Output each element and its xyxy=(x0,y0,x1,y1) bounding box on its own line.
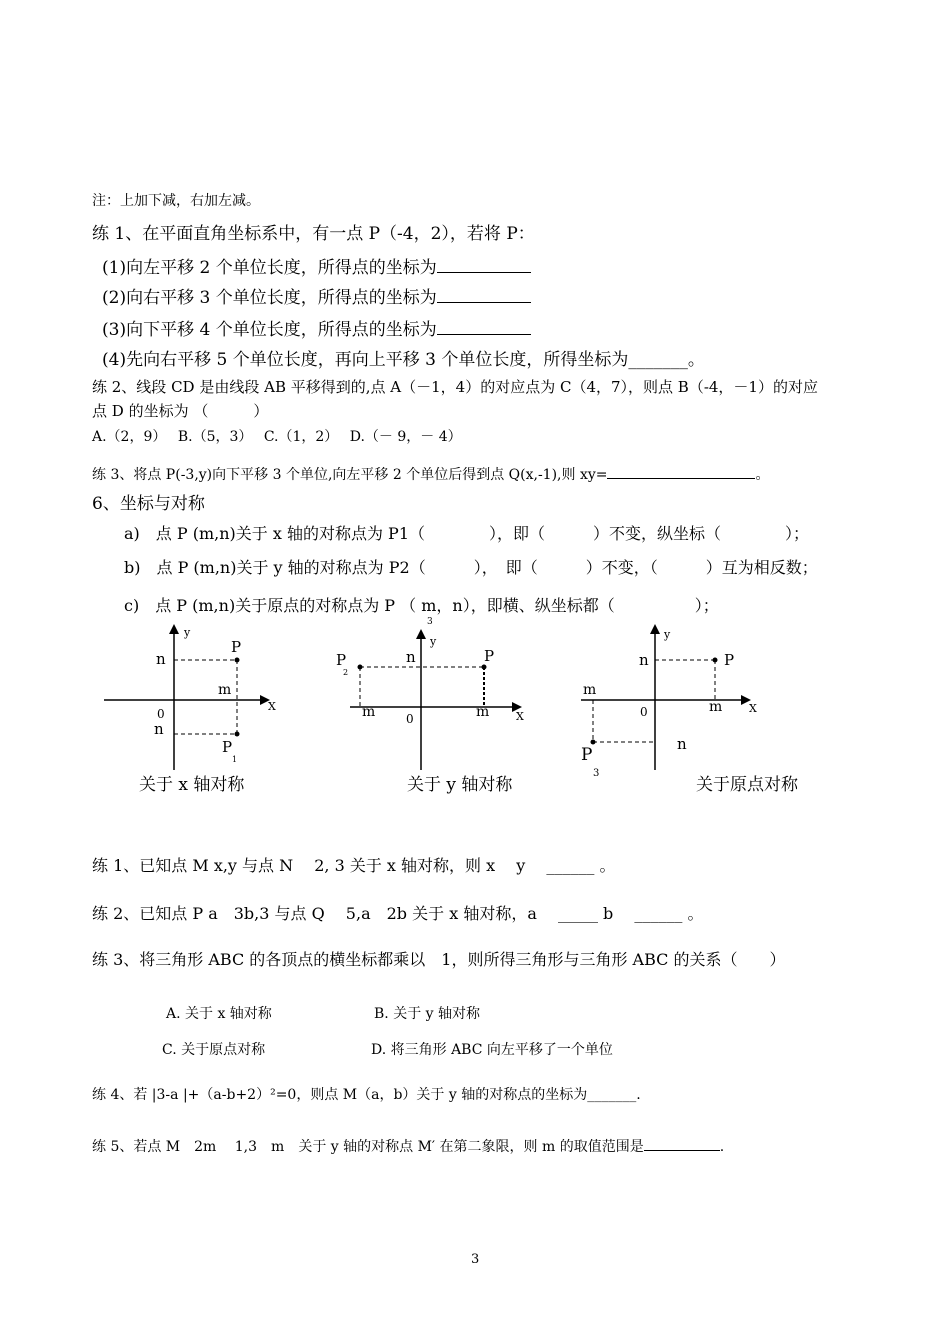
label-p2: P xyxy=(336,651,347,669)
origin-label: 0 xyxy=(157,707,165,721)
point-p xyxy=(713,658,718,663)
label-n: n xyxy=(677,735,687,753)
point-p2 xyxy=(358,665,363,670)
label-m: m xyxy=(362,704,376,720)
figure-x-axis-symmetry xyxy=(100,620,290,780)
origin-label: 0 xyxy=(640,705,648,719)
practice-1-item-4: (4)先向右平移 5 个单位长度，再向上平移 3 个单位长度，所得坐标为_______。 xyxy=(102,350,705,370)
answer-blank[interactable] xyxy=(437,288,531,303)
question-3: 练 3、将三角形 ABC 的各顶点的横坐标都乘以 1，则所得三角形与三角形 ABC 的关系（ ） xyxy=(92,950,786,969)
y-axis-arrow-icon xyxy=(416,629,426,639)
symmetry-rule-c-subscript: 3 xyxy=(427,617,433,627)
label-p2-subscript: 2 xyxy=(343,668,349,677)
point-p1 xyxy=(235,732,240,737)
question-1: 练 1、已知点 M x,y 与点 N 2, 3 关于 x 轴对称，则 x y ______ 。 xyxy=(92,856,616,875)
label-n: n xyxy=(639,651,649,669)
label-m: m xyxy=(218,682,232,698)
question-5-text: 练 5、若点 M 2m 1,3 m 关于 y 轴的对称点 M′ 在第二象限，则 m 的取值范围是 xyxy=(92,1139,644,1155)
question-3-option-d: D. 将三角形 ABC 向左平移了一个单位 xyxy=(371,1042,613,1058)
practice-2-options: A.（2，9） B.（5，3） C.（1，2） D.（－ 9，－ 4） xyxy=(92,429,462,445)
practice-3-text: 练 3、将点 P(-3,y)向下平移 3 个单位,向左平移 2 个单位后得到点 Q(x,-1),则 xy= xyxy=(92,467,608,483)
question-3-option-b: B. 关于 y 轴对称 xyxy=(374,1006,480,1022)
x-axis-label: X xyxy=(268,700,276,713)
symmetry-rule-c: c) 点 P (m,n)关于原点的对称点为 P （ m，n），即横、纵坐标都（ ）； xyxy=(124,596,719,615)
question-5-line xyxy=(92,1136,724,1154)
practice-1-intro: 练 1、在平面直角坐标系中，有一点 P（-4，2），若将 P： xyxy=(92,224,535,244)
label-m: m xyxy=(476,704,490,720)
practice-1-item-2 xyxy=(102,288,531,307)
label-m: m xyxy=(709,699,723,715)
y-axis-label: y xyxy=(184,626,191,639)
practice-3-end: 。 xyxy=(755,467,770,483)
x-axis-label: X xyxy=(516,710,524,723)
label-n: n xyxy=(406,648,416,666)
figure-3-caption: 关于原点对称 xyxy=(696,775,798,795)
x-axis-label: X xyxy=(749,702,757,715)
figure-1-caption: 关于 x 轴对称 xyxy=(139,775,245,795)
section-6-heading: 6、坐标与对称 xyxy=(92,494,205,514)
label-p: P xyxy=(724,651,735,669)
figure-origin-symmetry xyxy=(575,620,765,780)
y-axis-label: y xyxy=(430,635,437,648)
point-p xyxy=(235,658,240,663)
note-line: 注：上加下减，右加左减。 xyxy=(92,193,260,209)
symmetry-rule-a: a) 点 P (m,n)关于 x 轴的对称点为 P1（ ），即（ ）不变，纵坐标（ ）； xyxy=(124,524,809,543)
question-3-option-c: C. 关于原点对称 xyxy=(162,1042,266,1058)
point-p xyxy=(482,665,487,670)
figure-y-axis-symmetry xyxy=(330,625,530,775)
origin-label: 0 xyxy=(406,712,414,726)
label-p1: P xyxy=(222,738,233,756)
question-2: 练 2、已知点 P a 3b,3 与点 Q 5,a 2b 关于 x 轴对称，a _____ b ______ 。 xyxy=(92,904,704,923)
label-n: n xyxy=(154,720,164,738)
label-m: m xyxy=(583,682,597,698)
answer-blank[interactable] xyxy=(437,258,531,273)
label-p1-subscript: 1 xyxy=(232,755,238,764)
question-3-option-a: A. 关于 x 轴对称 xyxy=(166,1006,272,1022)
y-axis-arrow-icon xyxy=(650,624,660,634)
practice-1-item-3-text: (3)向下平移 4 个单位长度，所得点的坐标为 xyxy=(102,320,437,340)
answer-blank[interactable] xyxy=(437,320,531,335)
label-p: P xyxy=(231,638,242,656)
point-p3 xyxy=(591,740,596,745)
label-p3: P xyxy=(581,745,593,765)
answer-blank[interactable] xyxy=(607,464,755,479)
question-5-end: . xyxy=(719,1139,725,1155)
answer-blank[interactable] xyxy=(644,1136,720,1151)
page-number: 3 xyxy=(471,1252,480,1267)
y-axis-label: y xyxy=(664,628,671,641)
label-p3-subscript: 3 xyxy=(593,768,600,779)
practice-2-line-1: 练 2、线段 CD 是由线段 AB 平移得到的,点 A（－1，4）的对应点为 C（4，7），则点 B（-4，－1）的对应 xyxy=(92,378,818,396)
practice-1-item-3 xyxy=(102,320,531,339)
figure-2-caption: 关于 y 轴对称 xyxy=(407,775,513,795)
practice-1-item-2-text: (2)向右平移 3 个单位长度，所得点的坐标为 xyxy=(102,288,437,308)
practice-1-item-1-text: (1)向左平移 2 个单位长度，所得点的坐标为 xyxy=(102,258,437,278)
y-axis-arrow-icon xyxy=(169,624,179,634)
symmetry-rule-b: b) 点 P (m,n)关于 y 轴的对称点为 P2（ ）， 即（ ）不变，（ ）互为相反数； xyxy=(124,558,818,577)
label-n: n xyxy=(156,650,166,668)
question-4: 练 4、若 |3-a |+（a-b+2）²=0，则点 M（a，b）关于 y 轴的对称点的坐标为_______. xyxy=(92,1087,641,1103)
label-p: P xyxy=(484,647,495,665)
practice-3-line xyxy=(92,464,769,482)
practice-1-item-1 xyxy=(102,258,531,277)
practice-2-line-2: 点 D 的坐标为 （ ） xyxy=(92,402,269,420)
